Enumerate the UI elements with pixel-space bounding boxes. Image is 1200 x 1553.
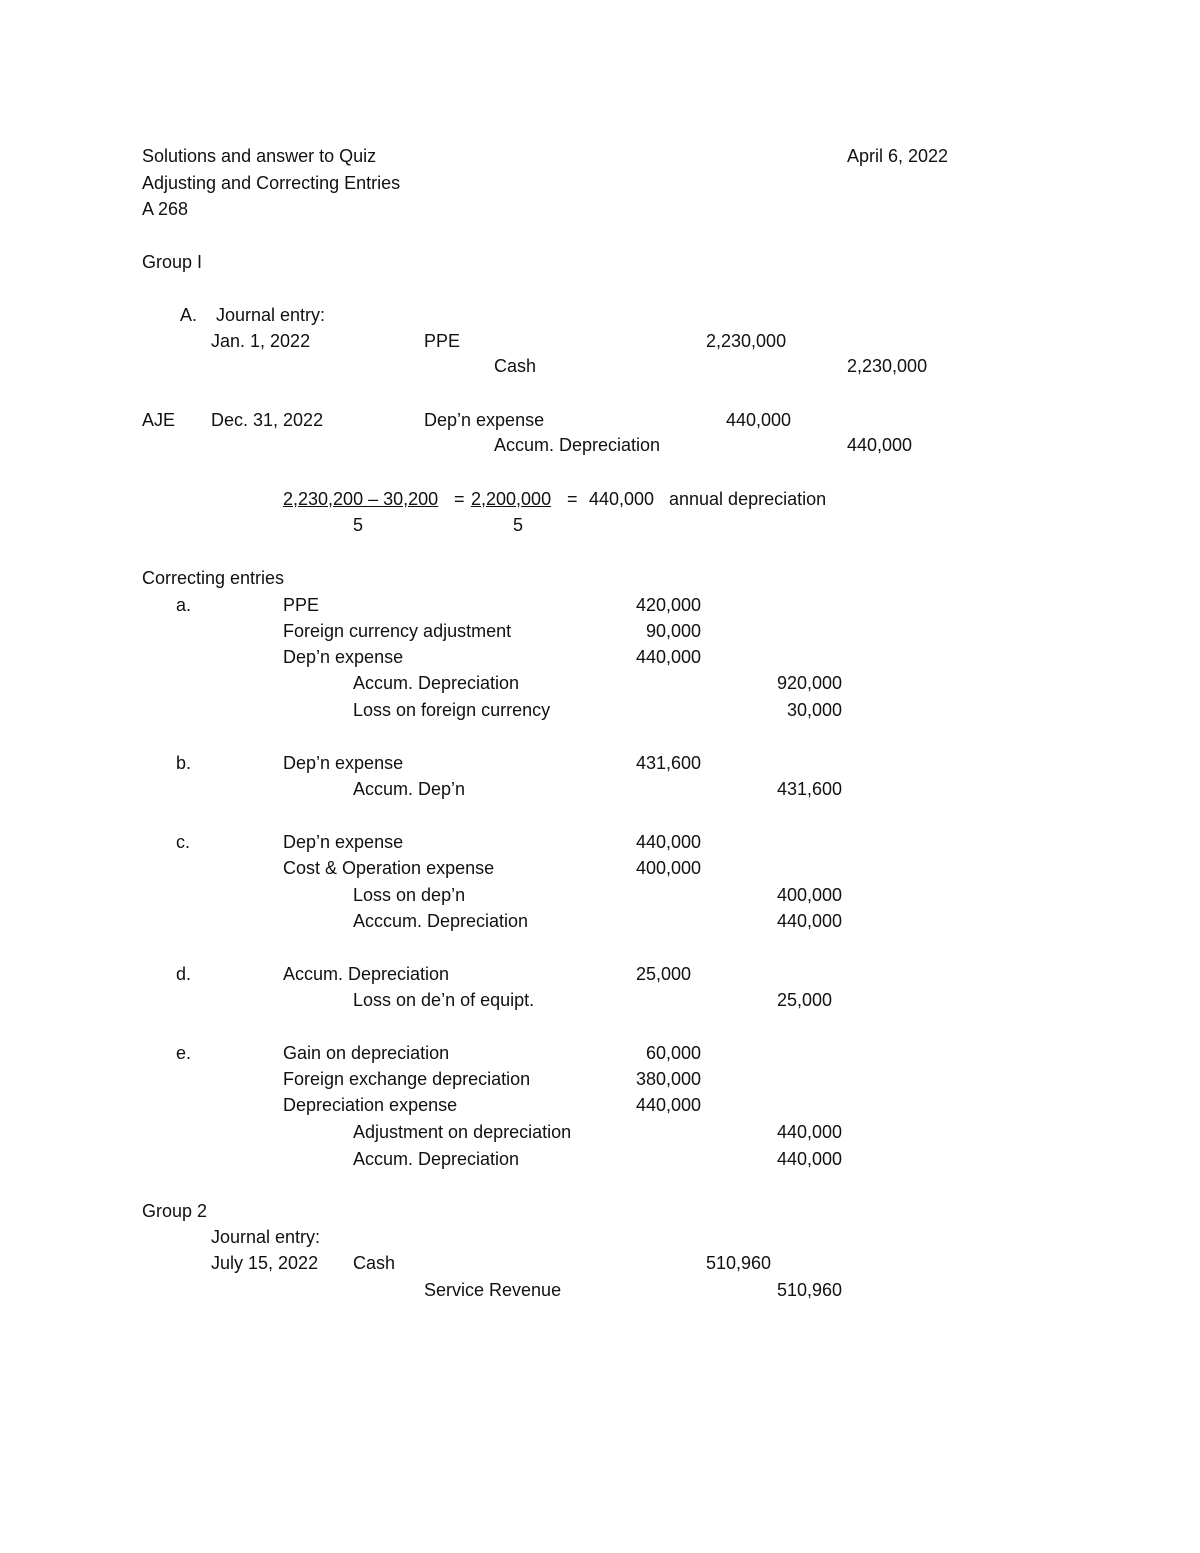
entry-c-debit: 400,000 [636, 858, 702, 878]
entry-a-account: Dep’n expense [283, 647, 404, 667]
group2-journal-label: Journal entry: [211, 1227, 321, 1247]
entry-c-account: Dep’n expense [283, 832, 404, 852]
entry-c-credit: 400,000 [777, 885, 843, 905]
journal-marker: A. [180, 305, 198, 325]
entry-a-debit: 90,000 [646, 621, 702, 641]
entry-b-debit: 431,600 [636, 753, 702, 773]
computation-equals-1: = [454, 489, 465, 509]
computation-result-label: annual depreciation [669, 489, 827, 509]
entry-d-account: Accum. Depreciation [283, 964, 450, 984]
entry-e-account: Gain on depreciation [283, 1043, 450, 1063]
entry-c-debit: 440,000 [636, 832, 702, 852]
aje-credit-account: Accum. Depreciation [494, 435, 661, 455]
entry-a-account: Foreign currency adjustment [283, 621, 512, 641]
entry-c-account: Cost & Operation expense [283, 858, 495, 878]
group2-debit-account: Cash [353, 1253, 396, 1273]
entry-b-account: Dep’n expense [283, 753, 404, 773]
entry-a-account: Accum. Depreciation [353, 673, 520, 693]
aje-debit-amount: 440,000 [726, 410, 792, 430]
entry-b-letter: b. [176, 753, 192, 773]
entry-a-debit: 420,000 [636, 595, 702, 615]
entry-e-credit: 440,000 [777, 1149, 843, 1169]
entry-c-letter: c. [176, 832, 191, 852]
aje-debit-account: Dep’n expense [424, 410, 545, 430]
entry-b-account: Accum. Dep’n [353, 779, 466, 799]
entry-e-account: Depreciation expense [283, 1095, 458, 1115]
doc-code: A 268 [142, 199, 189, 219]
group2-heading: Group 2 [142, 1201, 208, 1221]
computation-numerator: 2,230,200 – 30,200 [283, 489, 439, 509]
entry-d-debit: 25,000 [636, 964, 692, 984]
entry-e-debit: 60,000 [646, 1043, 702, 1063]
entry-a-letter: a. [176, 595, 192, 615]
journal-label: Journal entry: [216, 305, 326, 325]
entry-e-account: Adjustment on depreciation [353, 1122, 572, 1142]
entry-d-account: Loss on de’n of equipt. [353, 990, 535, 1010]
computation-denominator-2: 5 [513, 515, 524, 535]
group2-credit-amount: 510,960 [777, 1280, 843, 1300]
group2-debit-amount: 510,960 [706, 1253, 772, 1273]
journal-credit-account: Cash [494, 356, 537, 376]
entry-a-credit: 920,000 [777, 673, 843, 693]
journal-credit-amount: 2,230,000 [847, 356, 928, 376]
entry-a-credit: 30,000 [787, 700, 843, 720]
entry-e-letter: e. [176, 1043, 192, 1063]
journal-date: Jan. 1, 2022 [211, 331, 311, 351]
entry-a-debit: 440,000 [636, 647, 702, 667]
entry-b-credit: 431,600 [777, 779, 843, 799]
doc-subtitle: Adjusting and Correcting Entries [142, 173, 401, 193]
aje-credit-amount: 440,000 [847, 435, 913, 455]
group2-date: July 15, 2022 [211, 1253, 319, 1273]
aje-date: Dec. 31, 2022 [211, 410, 324, 430]
entry-c-credit: 440,000 [777, 911, 843, 931]
entry-e-credit: 440,000 [777, 1122, 843, 1142]
entry-e-account: Foreign exchange depreciation [283, 1069, 531, 1089]
doc-date: April 6, 2022 [847, 146, 949, 166]
journal-debit-amount: 2,230,000 [706, 331, 787, 351]
entry-d-credit: 25,000 [777, 990, 833, 1010]
group2-credit-account: Service Revenue [424, 1280, 562, 1300]
computation-middle: 2,200,000 [471, 489, 552, 509]
entry-a-account: PPE [283, 595, 320, 615]
entry-d-letter: d. [176, 964, 192, 984]
entry-e-debit: 380,000 [636, 1069, 702, 1089]
computation-result: 440,000 [589, 489, 655, 509]
entry-e-debit: 440,000 [636, 1095, 702, 1115]
entry-e-account: Accum. Depreciation [353, 1149, 520, 1169]
computation-equals-2: = [567, 489, 578, 509]
journal-debit-account: PPE [424, 331, 461, 351]
correcting-heading: Correcting entries [142, 568, 285, 588]
entry-c-account: Acccum. Depreciation [353, 911, 529, 931]
computation-denominator-1: 5 [353, 515, 364, 535]
doc-title: Solutions and answer to Quiz [142, 146, 377, 166]
aje-label: AJE [142, 410, 176, 430]
entry-c-account: Loss on dep’n [353, 885, 466, 905]
entry-a-account: Loss on foreign currency [353, 700, 551, 720]
group1-heading: Group I [142, 252, 203, 272]
